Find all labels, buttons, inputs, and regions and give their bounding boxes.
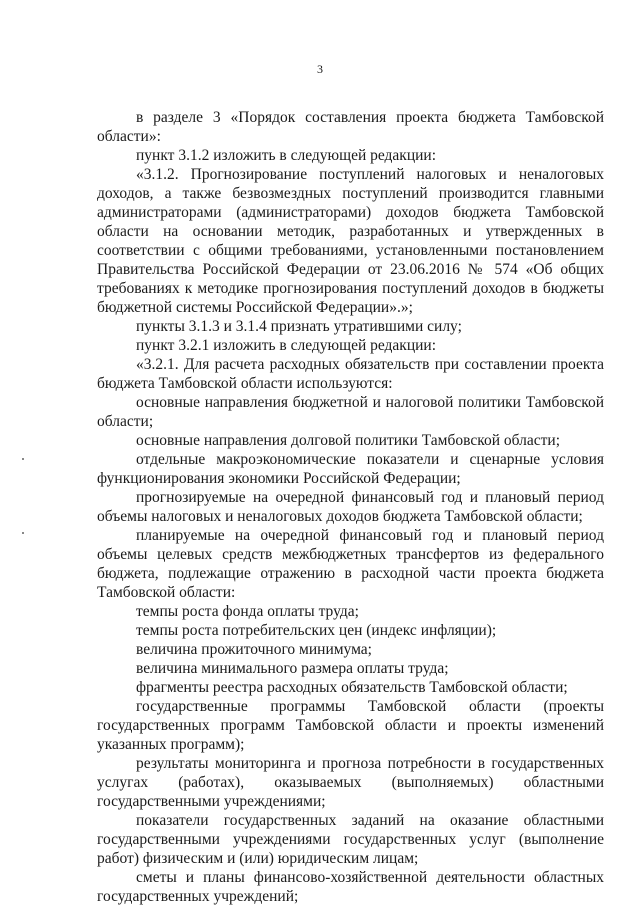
paragraph: величина минимального размера оплаты труда; [136,660,449,677]
paragraph: пункт 3.1.2 изложить в следующей редакции: [136,147,437,164]
page-number: 3 [317,62,323,76]
paragraph: «3.2.1. Для расчета расходных обязательств при составлении проекта бюджета Тамбовской области используются: [97,356,604,392]
paragraph: государственные программы Тамбовской области (проекты государственных программ Тамбовской области и проекты изменений указанных программ); [97,698,604,753]
paragraph: сметы и планы финансово-хозяйственной деятельности областных государственных учреждений; [97,869,604,905]
paragraph: в разделе 3 «Порядок составления проекта бюджета Тамбовской области»: [97,109,604,145]
paragraph: фрагменты реестра расходных обязательств Тамбовской области; [136,679,568,696]
paragraph: темпы роста фонда оплаты труда; [136,603,359,620]
paragraph: показатели государственных заданий на оказание областными государственными учреждениями государственных услуг (выполнение работ) физическим и (или) юридическим лицам; [97,812,604,867]
paragraph: результаты мониторинга и прогноза потребности в государственных услугах (работах), оказываемых (выполняемых) областными государственными учреждениями; [97,755,604,810]
scan-margin-mark [22,458,24,460]
paragraph: основные направления долговой политики Тамбовской области; [136,432,561,449]
document-body [97,108,604,906]
paragraph: темпы роста потребительских цен (индекс инфляции); [136,622,497,639]
paragraph: основные направления бюджетной и налоговой политики Тамбовской области; [97,394,604,430]
scan-margin-mark [22,532,24,534]
paragraph: «3.1.2. Прогнозирование поступлений налоговых и неналоговых доходов, а также безвозмездных поступлений производится главными администраторами (администраторами) доходов бюджета Тамбовской области на основании методик, разработанных и утвержденных в соответствии с общими требованиями, установленными постановлением Правительства Российской Федерации от 23.06.2016 № 574 «Об общих требованиях к методике прогнозирования поступлений доходов в бюджеты бюджетной системы Российской Федерации».»; [97,166,604,316]
paragraph: прогнозируемые на очередной финансовый год и плановый период объемы налоговых и неналоговых доходов бюджета Тамбовской области; [97,489,604,525]
paragraph: планируемые на очередной финансовый год и плановый период объемы целевых средств межбюджетных трансфертов из федерального бюджета, подлежащие отражению в расходной части проекта бюджета Тамбовской области: [97,527,604,601]
paragraph: отдельные макроэкономические показатели и сценарные условия функционирования экономики Российской Федерации; [97,451,604,487]
paragraph: пункт 3.2.1 изложить в следующей редакции: [136,337,437,354]
paragraph: пункты 3.1.3 и 3.1.4 признать утратившими силу; [136,318,462,335]
paragraph: величина прожиточного минимума; [136,641,372,658]
